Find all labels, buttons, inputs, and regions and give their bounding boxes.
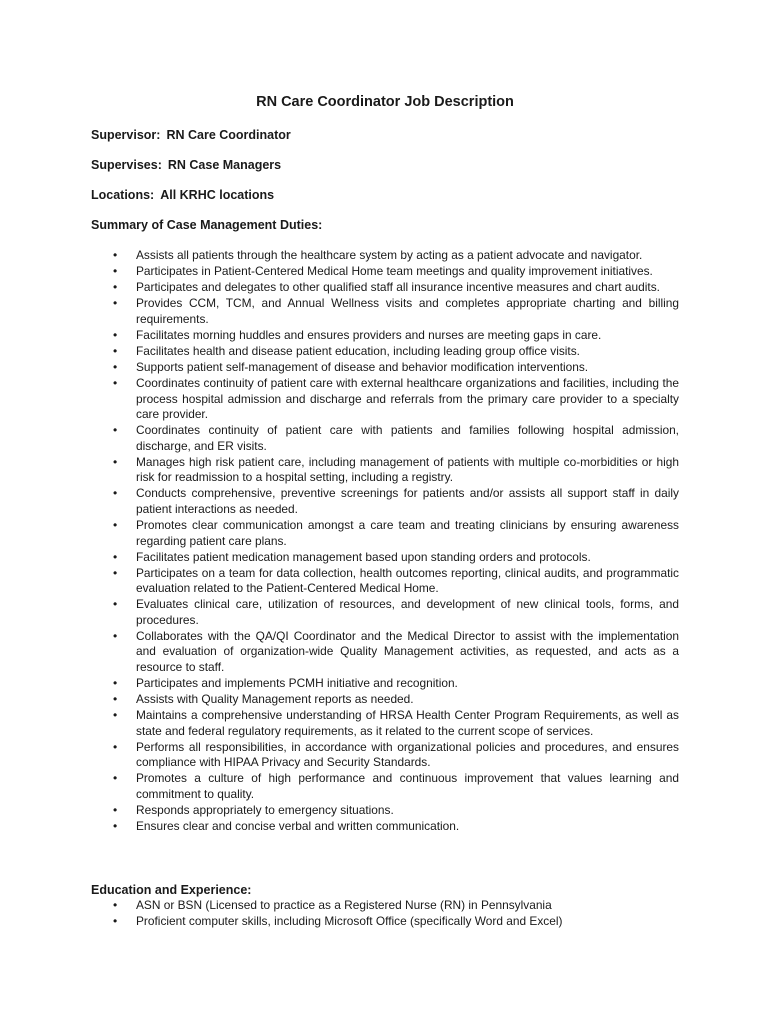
document-title: RN Care Coordinator Job Description [256,94,514,110]
bullet-icon: • [113,914,118,929]
list-item-text: Facilitates health and disease patient education, including leading group office visits. [136,343,580,358]
list-item [91,819,679,835]
list-item-text: Ensures clear and concise verbal and written communication. [136,819,460,834]
list-item-text: Responds appropriately to emergency situations. [136,802,394,817]
supervises-line [91,158,281,172]
supervisor-line [91,128,291,142]
list-item [91,376,679,423]
list-item-text: Manages high risk patient care, including management of patients with multiple co-morbidities or high risk for readmission to a hospital setting, including a registry. [136,454,679,485]
list-item [91,914,679,930]
list-item-text: Participates on a team for data collection, health outcomes reporting, clinical audits, and programmatic evaluation related to the Patient-Centered Medical Home. [136,565,679,596]
bullet-icon: • [113,327,118,342]
list-item-text: Conducts comprehensive, preventive screenings for patients and/or assists all support staff in daily patient interactions as needed. [136,486,679,516]
bullet-icon: • [113,565,118,580]
list-item-text: ASN or BSN (Licensed to practice as a Registered Nurse (RN) in Pennsylvania [136,898,552,912]
list-item [91,264,679,280]
supervises-value: RN Case Managers [167,158,282,172]
bullet-icon: • [113,628,118,643]
bullet-icon: • [113,486,118,501]
list-item [91,708,679,739]
bullet-icon: • [113,692,118,707]
list-item-text: Assists all patients through the healthcare system by acting as a patient advocate and navigator. [136,248,643,262]
education-heading: Education and Experience: [91,883,252,897]
duties-list [91,248,679,835]
list-item-text: Performs all responsibilities, in accordance with organizational policies and procedures, and ensures compliance with HIPAA Privacy and Security Standards. [136,739,679,770]
list-item [91,597,679,628]
list-item [91,898,679,914]
supervisor-value: RN Care Coordinator [166,128,291,142]
list-item [91,455,679,486]
list-item [91,328,679,344]
list-item-text: Coordinates continuity of patient care with patients and families following hospital admission, discharge, and ER visits. [136,423,679,453]
summary-heading: Summary of Case Management Duties: [91,218,323,232]
list-item [91,296,679,327]
list-item-text: Facilitates morning huddles and ensures providers and nurses are meeting gaps in care. [136,327,602,342]
supervises-label: Supervises: [91,158,162,172]
bullet-icon: • [113,248,118,262]
list-item-text: Promotes a culture of high performance and continuous improvement that values learning and commitment to quality. [136,771,679,801]
list-item-text: Supports patient self-management of disease and behavior modification interventions. [136,360,589,375]
bullet-icon: • [113,518,118,533]
list-item-text: Participates and implements PCMH initiative and recognition. [136,676,458,690]
bullet-icon: • [113,597,118,612]
list-item-text: Coordinates continuity of patient care with external healthcare organizations and facilities, including the process hospital admission and discharge and referrals from the primary care provider to a specialty care provider. [136,376,679,422]
list-item [91,676,679,692]
bullet-icon: • [113,376,118,391]
list-item [91,423,679,454]
list-item-text: Promotes clear communication amongst a care team and treating clinicians by ensuring awareness regarding patient care plans. [136,518,679,548]
list-item-text: Assists with Quality Management reports as needed. [136,692,414,707]
list-item-text: Facilitates patient medication management based upon standing orders and protocols. [136,549,591,564]
bullet-icon: • [113,280,118,295]
list-item [91,280,679,296]
list-item-text: Collaborates with the QA/QI Coordinator and the Medical Director to assist with the implementation and evaluation of organization-wide Quality Management activities, as requested, and acts as a resource to staff. [136,628,679,674]
locations-line [91,188,274,202]
bullet-icon: • [113,360,118,375]
bullet-icon: • [113,423,118,438]
education-list [91,898,679,930]
list-item [91,486,679,517]
bullet-icon: • [113,549,118,564]
bullet-icon: • [113,296,118,311]
bullet-icon: • [113,819,118,834]
list-item [91,360,679,376]
list-item-text: Participates and delegates to other qualified staff all insurance incentive measures and chart audits. [136,280,660,295]
list-item [91,692,679,708]
list-item [91,629,679,676]
list-item-text: Participates in Patient-Centered Medical Home team meetings and quality improvement initiatives. [136,264,653,279]
list-item [91,344,679,360]
locations-value: All KRHC locations [160,188,275,202]
bullet-icon: • [113,898,118,912]
supervisor-label: Supervisor: [91,128,161,142]
list-item-text: Proficient computer skills, including Microsoft Office (specifically Word and Excel) [136,914,563,929]
list-item [91,740,679,771]
bullet-icon: • [113,264,118,279]
bullet-icon: • [113,708,118,723]
bullet-icon: • [113,802,118,817]
bullet-icon: • [113,343,118,358]
bullet-icon: • [113,454,118,469]
locations-label: Locations: [91,188,155,202]
list-item [91,771,679,802]
list-item [91,803,679,819]
list-item [91,518,679,549]
list-item-text: Provides CCM, TCM, and Annual Wellness visits and completes appropriate charting and billing requirements. [136,296,679,326]
list-item-text: Evaluates clinical care, utilization of resources, and development of new clinical tools, forms, and procedures. [136,597,679,627]
list-item [91,550,679,566]
bullet-icon: • [113,771,118,786]
bullet-icon: • [113,739,118,754]
list-item [91,566,679,597]
list-item-text: Maintains a comprehensive understanding of HRSA Health Center Program Requirements, as well as state and federal regulatory requirements, as it related to the current scope of services. [136,708,679,738]
list-item [91,248,679,264]
bullet-icon: • [113,676,118,690]
